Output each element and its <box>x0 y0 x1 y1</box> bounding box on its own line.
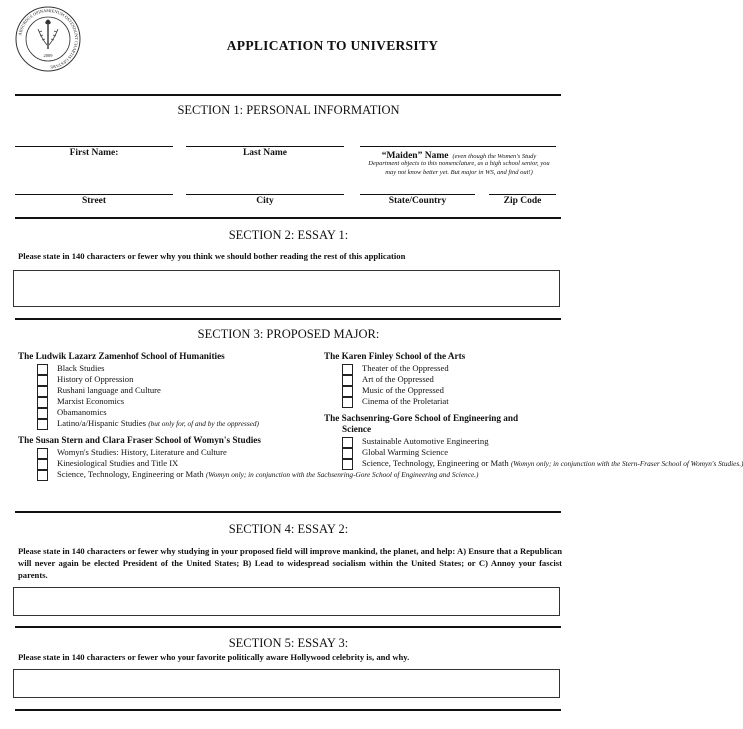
essay-3-input[interactable] <box>13 669 560 698</box>
maiden-name-label: “Maiden” Name <box>381 151 449 161</box>
first-name-label: First Name: <box>69 148 119 158</box>
womyns-school-heading: The Susan Stern and Clara Fraser School of Womyn's Studies <box>18 435 261 445</box>
section-4-title: SECTION 4: ESSAY 2: <box>228 522 349 536</box>
page-title: APPLICATION TO UNIVERSITY <box>226 38 439 53</box>
essay-1-prompt: Please state in 140 characters or fewer why you think we should bother reading the rest of this application <box>18 251 406 261</box>
divider <box>15 626 561 628</box>
checkbox[interactable] <box>342 459 353 470</box>
divider <box>15 318 561 320</box>
section-3-title: SECTION 3: PROPOSED MAJOR: <box>197 327 380 341</box>
city-field[interactable] <box>186 194 344 195</box>
engineering-school-heading: The Sachsenring-Gore School of Engineering and <box>324 413 519 423</box>
city-label: City <box>256 196 274 206</box>
checkbox[interactable] <box>37 459 48 470</box>
maiden-name-field[interactable] <box>360 146 556 147</box>
svg-text:2009: 2009 <box>43 53 53 58</box>
essay-2-input[interactable] <box>13 587 560 616</box>
maiden-name-note-line2: Department objects to this nomenclature, as a high school senior, you <box>368 160 550 167</box>
checkbox[interactable] <box>342 364 353 375</box>
engineering-school-heading-line2: Science <box>342 424 372 434</box>
svg-text:ABSURDUS OPINAMIENUM OSTENDUNT: ABSURDUS OPINAMIENUM OSTENDUNT CHARTIS GESTARE <box>17 7 80 70</box>
checkbox[interactable] <box>37 470 48 481</box>
checkbox[interactable] <box>37 448 48 459</box>
section-2-title: SECTION 2: ESSAY 1: <box>228 228 349 242</box>
checkbox[interactable] <box>37 419 48 430</box>
divider <box>15 709 561 711</box>
essay-2-prompt: Please state in 140 characters or fewer why studying in your proposed field will improve mankind, the planet, and help: A) Ensure that a Republican will never again be elected President of the United States; B) Lead to widespread socialism within the United States; or C) Annoy your fascist parents. <box>18 546 562 580</box>
checkbox[interactable] <box>37 397 48 408</box>
checkbox[interactable] <box>342 448 353 459</box>
state-country-field[interactable] <box>360 194 475 195</box>
section-5-title: SECTION 5: ESSAY 3: <box>228 636 349 650</box>
checkbox[interactable] <box>37 408 48 419</box>
humanities-school-heading: The Ludwik Lazarz Zamenhof School of Humanities <box>18 351 225 361</box>
divider <box>15 217 561 219</box>
essay-1-input[interactable] <box>13 270 560 307</box>
zip-code-label: Zip Code <box>503 196 542 206</box>
first-name-field[interactable] <box>15 146 173 147</box>
checkbox[interactable] <box>342 375 353 386</box>
section-1-title: SECTION 1: PERSONAL INFORMATION <box>177 103 400 117</box>
essay-3-prompt: Please state in 140 characters or fewer who your favorite politically aware Hollywood celebrity is, and why. <box>18 652 410 662</box>
divider <box>15 511 561 513</box>
last-name-field[interactable] <box>186 146 344 147</box>
checkbox[interactable] <box>37 364 48 375</box>
divider <box>15 94 561 96</box>
state-country-label: State/Country <box>388 196 447 206</box>
checkbox[interactable] <box>342 437 353 448</box>
checkbox[interactable] <box>342 397 353 408</box>
maiden-name-note: (even though the Women's Study <box>452 153 537 160</box>
checkbox[interactable] <box>342 386 353 397</box>
zip-code-field[interactable] <box>489 194 556 195</box>
arts-school-heading: The Karen Finley School of the Arts <box>324 351 466 361</box>
street-field[interactable] <box>15 194 173 195</box>
last-name-label: Last Name <box>242 148 288 158</box>
street-label: Street <box>81 196 107 206</box>
maiden-name-note-line3: may not know better yet. But major in WS, and find out!) <box>385 169 533 176</box>
checkbox[interactable] <box>37 375 48 386</box>
checkbox[interactable] <box>37 386 48 397</box>
